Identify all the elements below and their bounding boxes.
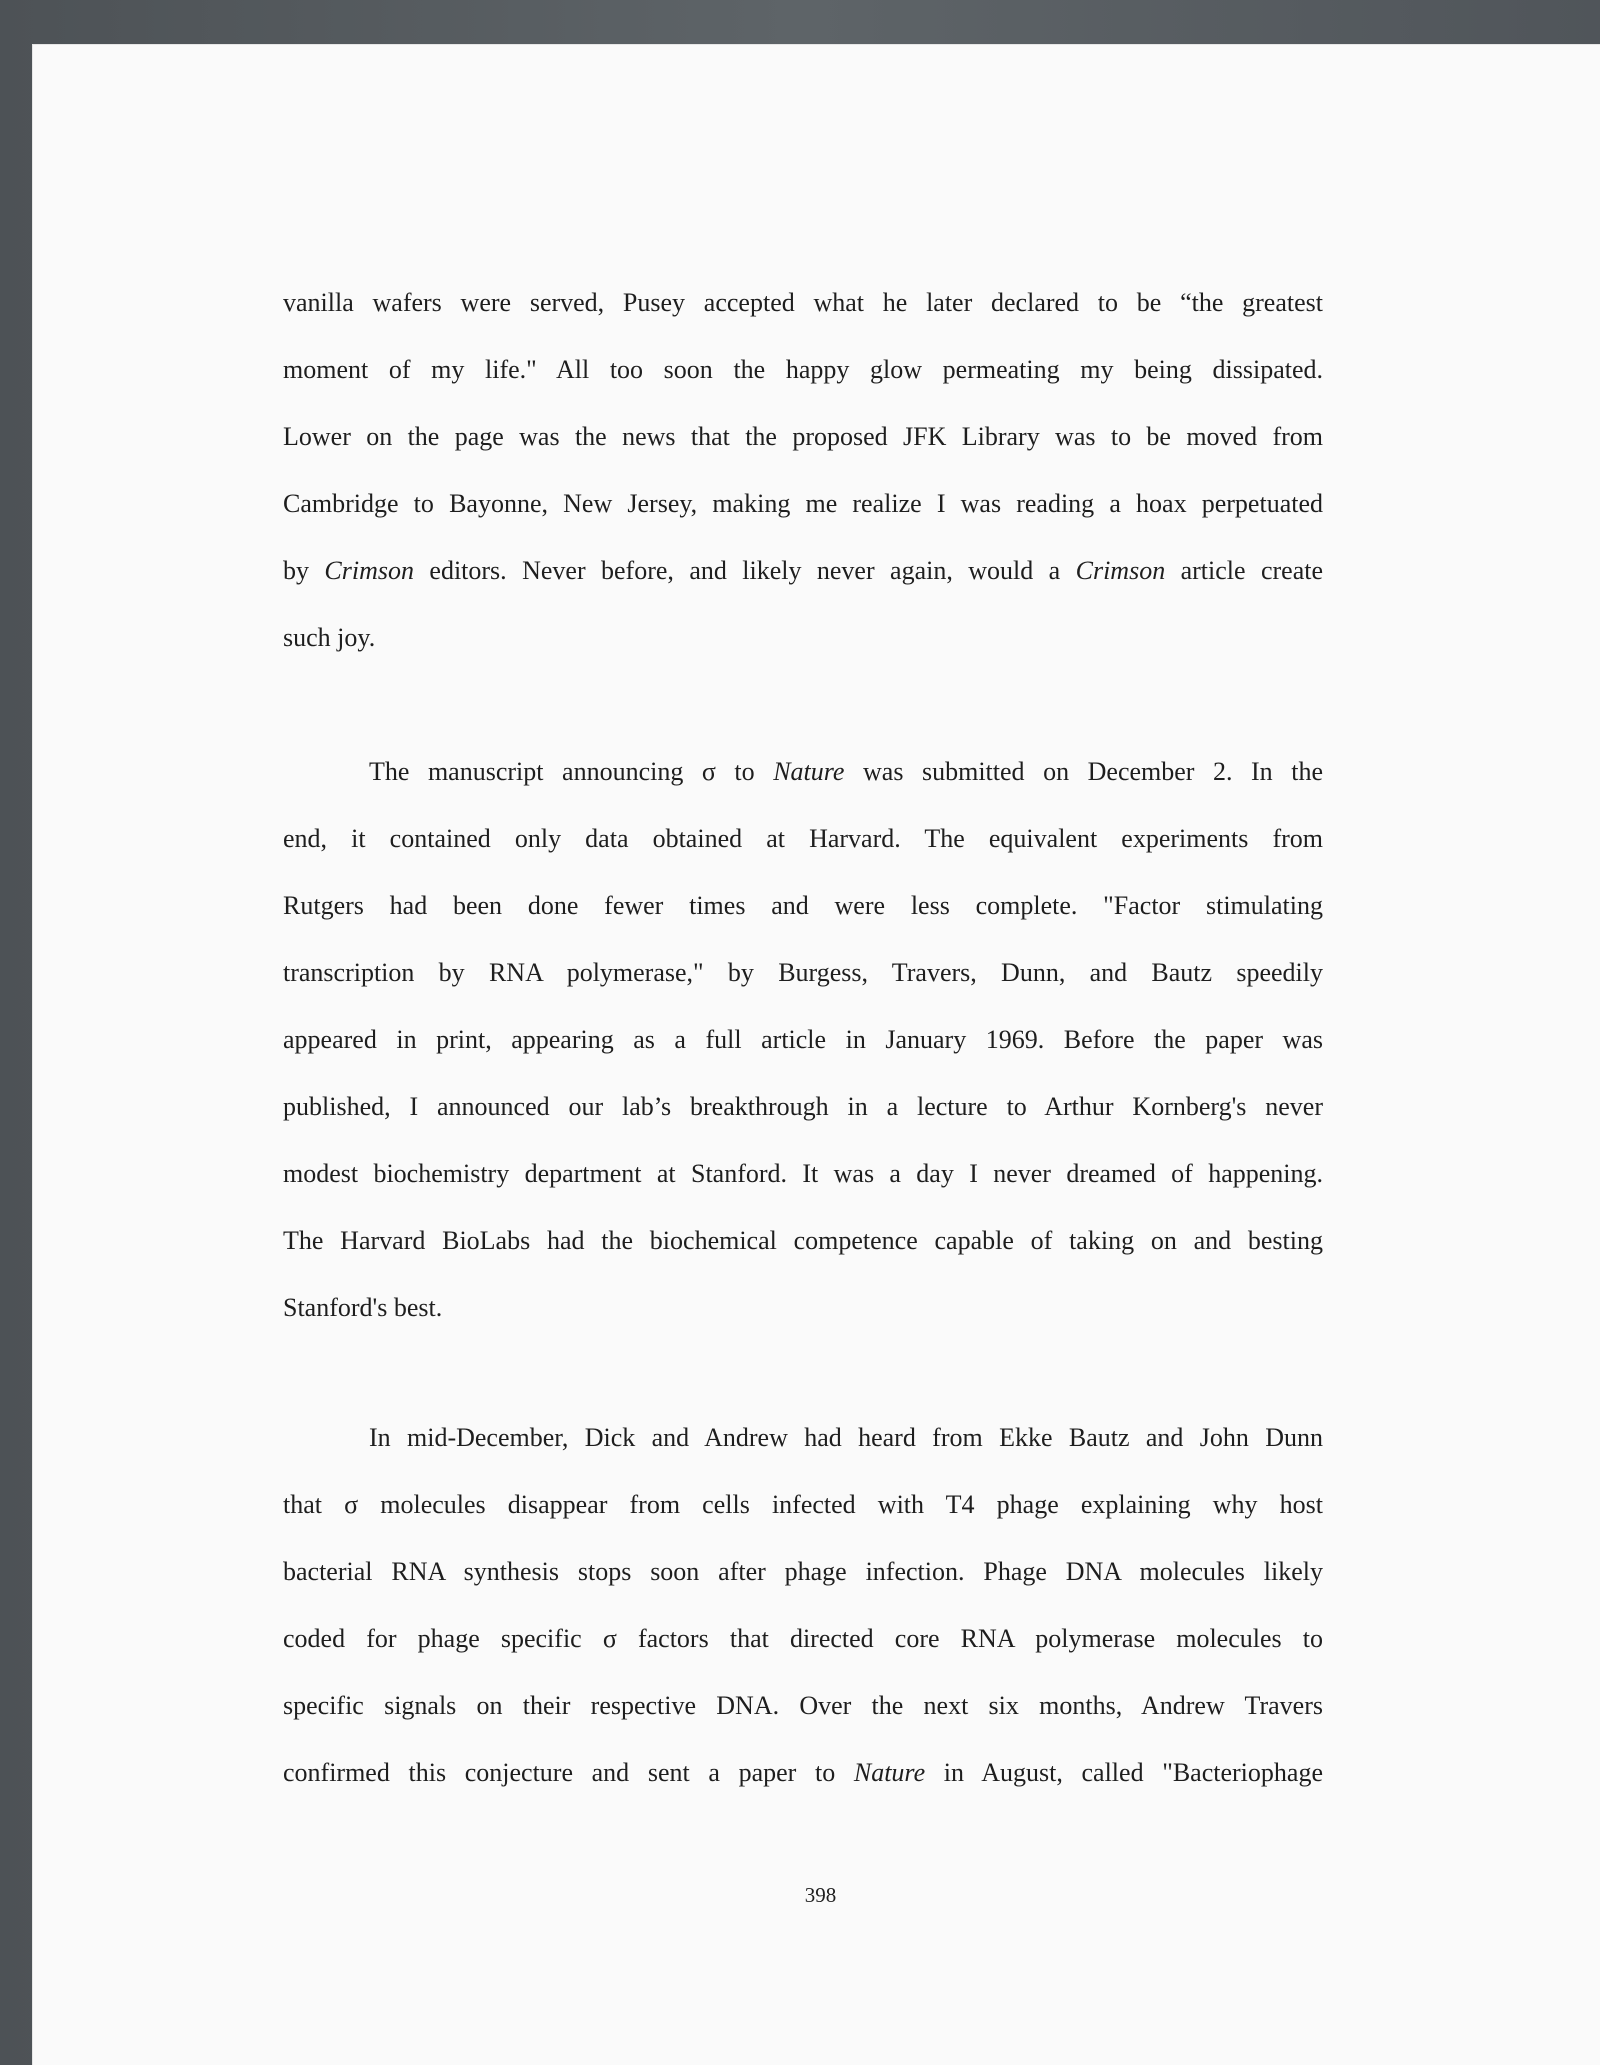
- text-line: [283, 269, 1323, 336]
- text-run: appeared in print, appearing as a full article in January 1969. Before the paper was: [283, 1025, 1323, 1054]
- italic-title: Nature: [773, 757, 845, 786]
- italic-title: Crimson: [1075, 556, 1166, 585]
- text-run: coded for phage specific σ factors that directed core RNA polymerase molecules to: [283, 1624, 1323, 1653]
- text-run: Stanford's best.: [283, 1293, 443, 1322]
- text-line: [283, 1605, 1323, 1672]
- text-run: confirmed this conjecture and sent a paper to: [283, 1758, 854, 1787]
- paragraph: [283, 1404, 1323, 1806]
- text-line: [283, 403, 1323, 470]
- text-run: The manuscript announcing σ to: [369, 757, 774, 786]
- text-run: article create: [1165, 556, 1323, 585]
- paragraph: [283, 738, 1323, 1341]
- text-line: [283, 939, 1323, 1006]
- text-run: end, it contained only data obtained at Harvard. The equivalent experiments from: [283, 824, 1323, 853]
- text-run: vanilla wafers were served, Pusey accepted what he later declared to be “the greatest: [283, 288, 1323, 317]
- text-line: [283, 1207, 1323, 1274]
- text-line: [283, 1404, 1323, 1471]
- text-run: Cambridge to Bayonne, New Jersey, making me realize I was reading a hoax perpetuated: [283, 489, 1323, 518]
- text-run: Lower on the page was the news that the proposed JFK Library was to be moved from: [283, 422, 1323, 451]
- text-line: [283, 872, 1323, 939]
- text-run: that σ molecules disappear from cells infected with T4 phage explaining why host: [283, 1490, 1323, 1519]
- italic-title: Nature: [853, 1758, 926, 1787]
- text-run: modest biochemistry department at Stanford. It was a day I never dreamed of happening.: [283, 1159, 1323, 1188]
- text-run: such joy.: [283, 623, 376, 652]
- text-run: specific signals on their respective DNA. Over the next six months, Andrew Travers: [283, 1691, 1323, 1720]
- text-line: [283, 1672, 1323, 1739]
- text-run: was submitted on December 2. In the: [844, 757, 1323, 786]
- text-line: [283, 336, 1323, 403]
- text-run: bacterial RNA synthesis stops soon after phage infection. Phage DNA molecules likely: [283, 1557, 1323, 1586]
- italic-title: Crimson: [324, 556, 414, 585]
- text-line: [283, 1739, 1323, 1806]
- text-line: [283, 738, 1323, 805]
- text-run: in August, called "Bacteriophage: [925, 1758, 1323, 1787]
- text-line: [283, 604, 1323, 671]
- text-line: [283, 1471, 1323, 1538]
- text-line: [283, 1538, 1323, 1605]
- text-line: [283, 537, 1323, 604]
- page-number: 398: [804, 1883, 837, 1907]
- text-line: [283, 470, 1323, 537]
- text-line: [283, 1140, 1323, 1207]
- text-run: editors. Never before, and likely never again, would a: [414, 556, 1076, 585]
- text-run: transcription by RNA polymerase," by Burgess, Travers, Dunn, and Bautz speedily: [283, 958, 1323, 987]
- text-run: In mid-December, Dick and Andrew had heard from Ekke Bautz and John Dunn: [369, 1423, 1323, 1452]
- text-run: moment of my life." All too soon the happy glow permeating my being dissipated.: [283, 355, 1323, 384]
- document-page: [33, 45, 1600, 2065]
- text-line: [283, 1073, 1323, 1140]
- text-run: by: [283, 556, 325, 585]
- text-run: Rutgers had been done fewer times and were less complete. "Factor stimulating: [283, 891, 1323, 920]
- text-run: The Harvard BioLabs had the biochemical competence capable of taking on and besting: [283, 1226, 1323, 1255]
- paragraph: [283, 269, 1323, 671]
- text-line: [283, 805, 1323, 872]
- text-line: [283, 1006, 1323, 1073]
- text-run: published, I announced our lab’s breakthrough in a lecture to Arthur Kornberg's never: [283, 1092, 1323, 1121]
- text-line: [283, 1274, 1323, 1341]
